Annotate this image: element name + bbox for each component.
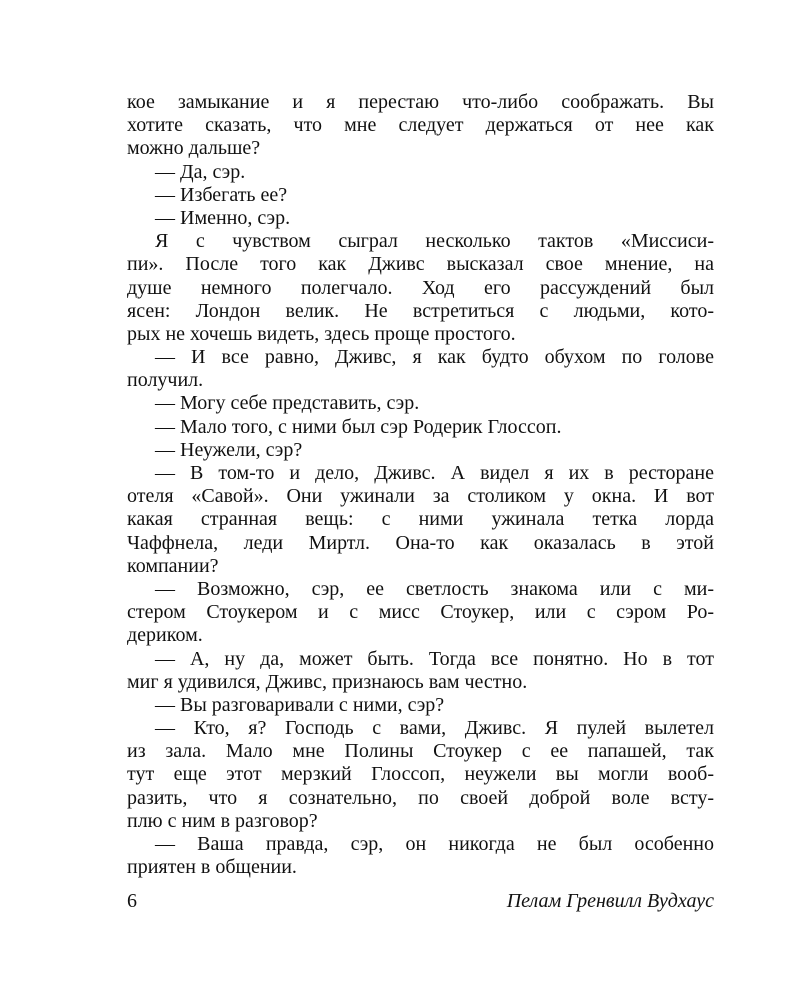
text-line: Я с чувством сыграл несколько тактов «Миссиси- xyxy=(155,230,714,253)
text-line: — Кто, я? Господь с вами, Дживс. Я пулей вылетел xyxy=(155,717,714,740)
text-line: — Ваша правда, сэр, он никогда не был особенно xyxy=(155,833,714,855)
text-line: компании? xyxy=(127,554,219,577)
text-line: — Именно, сэр. xyxy=(155,206,291,229)
page-number: 6 xyxy=(127,890,137,912)
text-line: можно дальше? xyxy=(127,137,261,160)
text-line: какая странная вещь: с ними ужинала тетка лорда xyxy=(127,508,714,531)
text-line: дериком. xyxy=(127,624,203,647)
running-author: Пелам Гренвилл Вудхаус xyxy=(506,890,714,912)
text-line: — Избегать ее? xyxy=(155,183,288,206)
text-line: — А, ну да, может быть. Тогда все понятно. Но в тот xyxy=(155,647,714,670)
text-line: плю с ним в разговор? xyxy=(127,809,318,832)
text-line: приятен в общении. xyxy=(127,856,297,879)
text-line: хотите сказать, что мне следует держаться от нее как xyxy=(127,114,714,137)
text-line: — Вы разговаривали с ними, сэр? xyxy=(155,693,445,716)
text-line: Чаффнела, леди Миртл. Она-то как оказалась в этой xyxy=(127,531,714,554)
text-line: — В том-то и дело, Дживс. А видел я их в ресторане xyxy=(155,462,714,484)
page-footer xyxy=(127,888,714,914)
text-line: пи». После того как Дживс высказал свое мнение, на xyxy=(127,253,714,276)
text-line: из зала. Мало мне Полины Стоукер с ее папашей, так xyxy=(127,740,714,763)
body-text xyxy=(127,91,714,879)
text-line: разить, что я сознательно, по своей доброй воле всту- xyxy=(127,786,714,809)
text-line: кое замыкание и я перестаю что-либо соображать. Вы xyxy=(127,91,714,113)
text-line: — Возможно, сэр, ее светлость знакома или с ми- xyxy=(155,577,714,600)
text-line: тут еще этот мерзкий Глоссоп, неужели вы могли вооб- xyxy=(127,763,714,786)
text-line: — Неужели, сэр? xyxy=(155,438,303,461)
text-line: душе немного полегчало. Ход его рассуждений был xyxy=(127,276,714,299)
text-line: ясен: Лондон велик. Не встретиться с людьми, кото- xyxy=(127,299,714,322)
text-line: получил. xyxy=(127,369,204,392)
text-line: отеля «Савой». Они ужинали за столиком у окна. И вот xyxy=(127,485,714,508)
text-line: стером Стоукером и с мисс Стоукер, или с сэром Ро- xyxy=(127,601,714,624)
text-line: — И все равно, Дживс, я как будто обухом по голове xyxy=(155,346,714,369)
text-line: — Могу себе представить, сэр. xyxy=(155,392,420,415)
text-line: миг я удивился, Дживс, признаюсь вам честно. xyxy=(127,670,528,693)
text-line: — Мало того, с ними был сэр Родерик Глоссоп. xyxy=(155,415,562,438)
text-line: рых не хочешь видеть, здесь проще простого. xyxy=(127,322,516,345)
text-line: — Да, сэр. xyxy=(155,160,246,183)
